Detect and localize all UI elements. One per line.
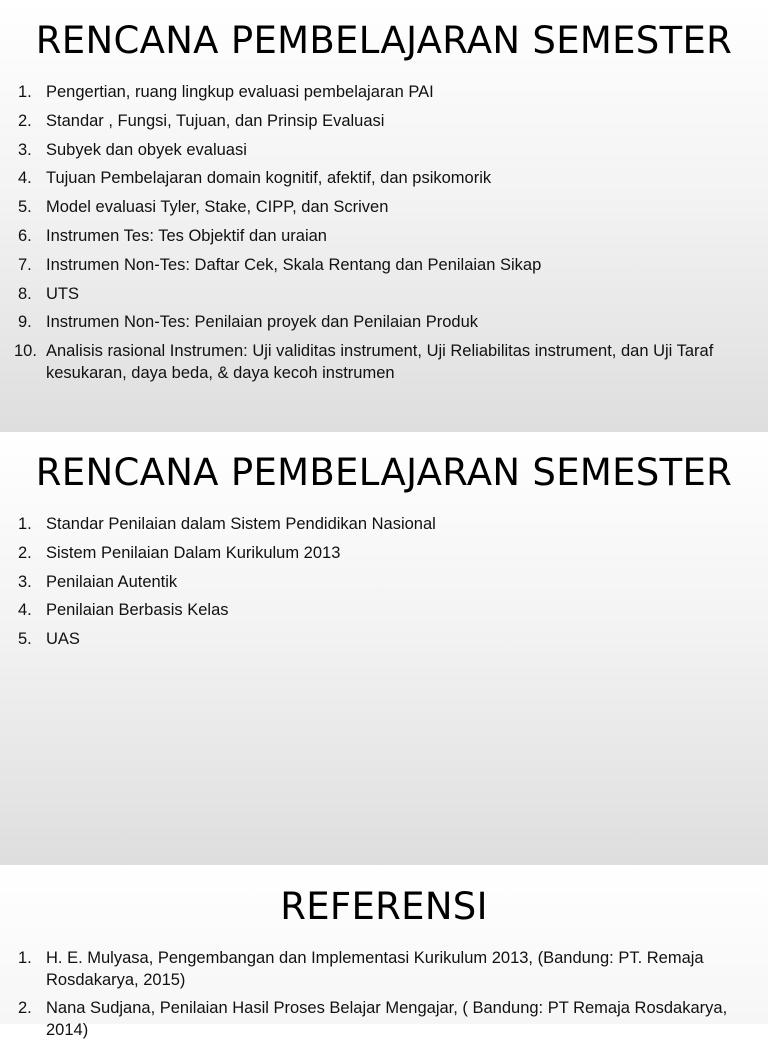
list-item (14, 255, 749, 277)
list-item (14, 572, 749, 594)
item-text: H. E. Mulyasa, Pengembangan dan Implementasi Kurikulum 2013, (Bandung: PT. Remaja Rosdakarya, 2015) (46, 949, 704, 989)
list-item (14, 998, 749, 1041)
item-number: 5. (18, 198, 32, 217)
item-number: 6. (18, 226, 32, 245)
item-text: Penilaian Berbasis Kelas (46, 601, 229, 620)
slide-title: REFERENSI (280, 885, 488, 928)
item-number: 2. (18, 111, 32, 130)
item-number: 9. (18, 313, 32, 332)
reference-list (14, 948, 749, 1049)
list-item (14, 341, 749, 384)
list-item (14, 168, 749, 190)
list-item (14, 140, 749, 162)
item-text: Instrumen Non-Tes: Penilaian proyek dan Penilaian Produk (46, 313, 478, 332)
item-number: 8. (18, 284, 32, 303)
item-number: 1. (18, 83, 32, 101)
item-number: 3. (18, 572, 32, 591)
list-item (14, 600, 749, 622)
item-text: Nana Sudjana, Penilaian Hasil Proses Belajar Mengajar, ( Bandung: PT Remaja Rosdakarya, 2014) (46, 999, 728, 1039)
list-item (14, 284, 749, 306)
item-number: 1. (18, 949, 32, 967)
item-text: Instrumen Non-Tes: Daftar Cek, Skala Rentang dan Penilaian Sikap (46, 255, 542, 274)
list-item (14, 948, 749, 991)
item-text: Instrumen Tes: Tes Objektif dan uraian (46, 226, 327, 245)
list-item (14, 226, 749, 248)
topic-list (14, 514, 749, 658)
item-text: Pengertian, ruang lingkup evaluasi pembelajaran PAI (46, 83, 434, 101)
item-text: Sistem Penilaian Dalam Kurikulum 2013 (46, 543, 341, 562)
item-text: Penilaian Autentik (46, 572, 178, 591)
list-item (14, 111, 749, 133)
list-item (14, 629, 749, 651)
list-item (14, 197, 749, 219)
item-number: 7. (18, 255, 32, 274)
topic-list (14, 82, 749, 391)
list-item (14, 312, 749, 334)
item-number: 4. (18, 169, 32, 188)
slide-title: RENCANA PEMBELAJARAN SEMESTER (35, 19, 733, 62)
item-text: Model evaluasi Tyler, Stake, CIPP, dan Scriven (46, 198, 389, 217)
list-item (14, 82, 749, 104)
item-number: 10. (14, 342, 37, 361)
item-text: UAS (46, 630, 80, 649)
item-number: 4. (18, 601, 32, 620)
list-item (14, 543, 749, 565)
slide-referensi (0, 865, 768, 1039)
list-item (14, 514, 749, 536)
item-text: UTS (46, 284, 79, 303)
item-text: Analisis rasional Instrumen: Uji validitas instrument, Uji Reliabilitas instrument, dan Uji Taraf kesukaran, daya beda, & daya kecoh instrumen (46, 342, 714, 382)
item-text: Standar , Fungsi, Tujuan, dan Prinsip Evaluasi (46, 111, 385, 130)
item-text: Subyek dan obyek evaluasi (46, 140, 247, 159)
item-number: 3. (18, 140, 32, 159)
item-text: Tujuan Pembelajaran domain kognitif, afektif, dan psikomorik (46, 169, 492, 188)
slide-rps-2 (0, 432, 768, 865)
item-number: 5. (18, 630, 32, 649)
item-number: 1. (18, 515, 32, 533)
slide-rps-1 (0, 0, 768, 432)
item-number: 2. (18, 999, 32, 1018)
item-number: 2. (18, 543, 32, 562)
slide-title: RENCANA PEMBELAJARAN SEMESTER (35, 451, 733, 494)
item-text: Standar Penilaian dalam Sistem Pendidikan Nasional (46, 515, 436, 533)
